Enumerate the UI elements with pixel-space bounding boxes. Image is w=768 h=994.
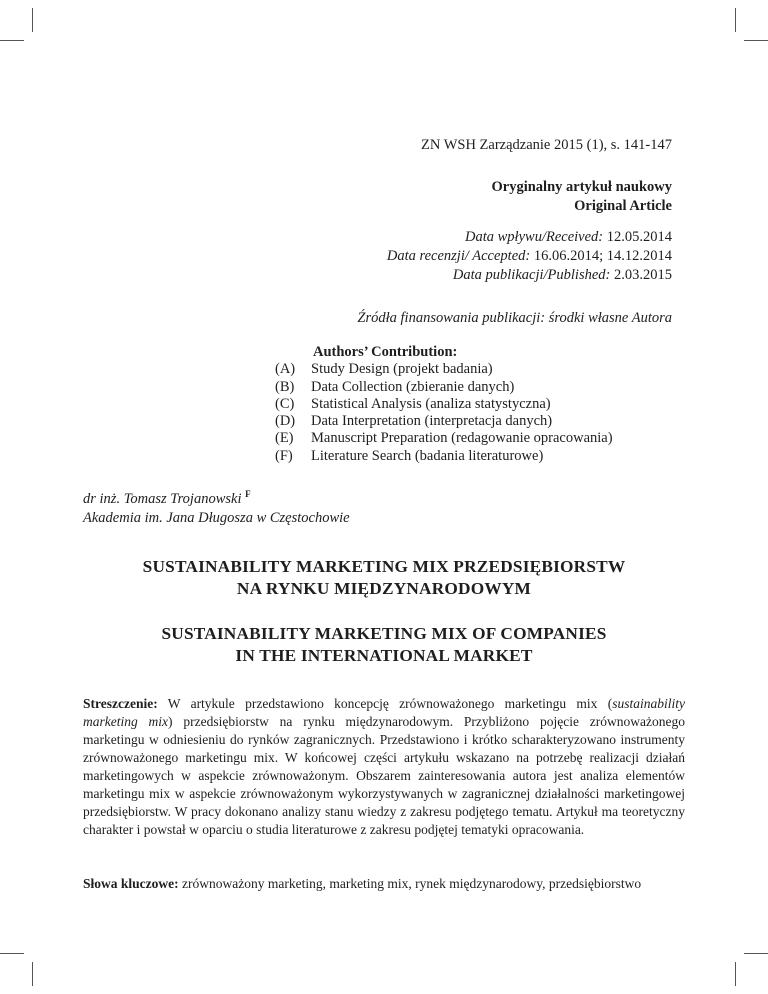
author-contribution-mark: F xyxy=(245,489,251,499)
contribution-letter: (B) xyxy=(275,378,295,395)
contribution-letter: (A) xyxy=(275,361,296,378)
crop-mark xyxy=(32,8,33,32)
date-accepted-value: 16.06.2014; 14.12.2014 xyxy=(533,248,672,264)
date-received-label: Data wpływu/Received: xyxy=(465,229,604,245)
article-dates xyxy=(387,228,672,285)
date-accepted-label: Data recenzji/ Accepted: xyxy=(386,248,531,264)
contribution-letter: (F) xyxy=(275,447,293,464)
title-polish-line-2: NA RYNKU MIĘDZYNARODOWYM xyxy=(236,578,532,598)
author-block xyxy=(83,485,350,528)
contribution-item xyxy=(275,413,613,430)
keywords xyxy=(83,875,693,893)
contribution-text: Data Collection (zbieranie danych) xyxy=(311,378,515,395)
keywords-label: Słowa kluczowe: xyxy=(83,876,179,891)
funding-source: Źródła finansowania publikacji: środki własne Autora xyxy=(357,310,672,326)
contribution-text: Literature Search (badania literaturowe) xyxy=(311,447,544,464)
article-type xyxy=(492,178,673,216)
journal-reference: ZN WSH Zarządzanie 2015 (1), s. 141-147 xyxy=(421,137,672,153)
contribution-text: Study Design (projekt badania) xyxy=(311,361,493,378)
crop-mark xyxy=(744,953,768,954)
crop-mark xyxy=(0,40,24,41)
contribution-item xyxy=(275,430,613,447)
contribution-heading: Authors’ Contribution: xyxy=(313,344,458,360)
crop-mark xyxy=(0,953,24,954)
date-received-value: 12.05.2014 xyxy=(606,229,672,245)
author-affiliation: Akademia im. Jana Długosza w Częstochowie xyxy=(83,509,350,526)
author-name-line xyxy=(83,485,350,509)
title-english-line-1: SUSTAINABILITY MARKETING MIX OF COMPANIES xyxy=(161,624,607,643)
date-published-value: 2.03.2015 xyxy=(614,267,672,283)
contribution-item xyxy=(275,448,613,465)
date-published xyxy=(387,266,672,285)
authors-contribution xyxy=(275,344,613,465)
date-accepted xyxy=(387,247,672,266)
article-type-en: Original Article xyxy=(574,198,672,214)
keywords-text: zrównoważony marketing, marketing mix, rynek międzynarodowy, przedsiębiorstwo xyxy=(178,876,642,891)
crop-mark xyxy=(744,40,768,41)
contribution-letter: (D) xyxy=(275,413,296,430)
date-received xyxy=(387,228,672,247)
contribution-text: Statistical Analysis (analiza statystyczna) xyxy=(311,395,551,412)
crop-mark xyxy=(32,962,33,986)
title-english-line-2: IN THE INTERNATIONAL MARKET xyxy=(235,645,533,665)
abstract-text: ) przedsiębiorstw na rynku międzynarodowym. Przybliżono pojęcie zrównoważonego marketingu w odniesieniu do rynków zagranicznych. Przedstawiono i krótko scharakteryzowano instrumenty zrównoważonego marketingu mix. W końcowej części artykułu wskazano na potrzebę realizacji działań marketingowych w aspekcie zrównoważonym. Obszarem zainteresowania autora jest analiza elementów marketingu mix w aspekcie zrównoważonym wykorzystywanych w zagranicznej działalności marketingowej przedsiębiorstw. W pracy dokonano analizy stanu wiedzy z zakresu podjętego tematu. Artykuł ma teoretyczny charakter i powstał w oparciu o studia literaturowe z zakresu podjętej tematyki opracowania. xyxy=(83,714,685,837)
date-published-label: Data publikacji/Published: xyxy=(452,267,611,283)
title-polish xyxy=(83,556,685,599)
abstract-text: W artykule przedstawiono koncepcję zrównoważonego marketingu mix ( xyxy=(157,696,613,711)
contribution-letter: (E) xyxy=(275,430,294,447)
article-type-pl: Oryginalny artykuł naukowy xyxy=(491,179,672,195)
contribution-text: Data Interpretation (interpretacja danych) xyxy=(311,413,553,430)
abstract xyxy=(83,695,685,839)
crop-mark xyxy=(735,962,736,986)
contribution-text: Manuscript Preparation (redagowanie opracowania) xyxy=(311,430,613,447)
contribution-item xyxy=(275,361,613,378)
contribution-item xyxy=(275,379,613,396)
author-name: dr inż. Tomasz Trojanowski xyxy=(83,490,242,507)
abstract-italic-term: sustainability marketing mix xyxy=(83,696,685,729)
title-polish-line-1: SUSTAINABILITY MARKETING MIX PRZEDSIĘBIORSTW xyxy=(142,557,626,576)
crop-mark xyxy=(735,8,736,32)
contribution-letter: (C) xyxy=(275,395,295,412)
title-english xyxy=(83,623,685,666)
contribution-item xyxy=(275,396,613,413)
abstract-label: Streszczenie: xyxy=(83,696,158,711)
